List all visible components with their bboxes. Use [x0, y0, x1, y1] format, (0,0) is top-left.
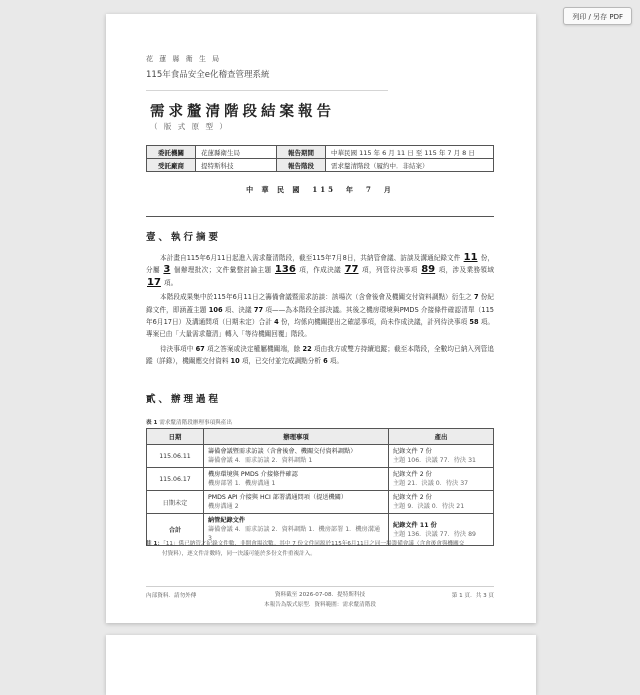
- table-row: [147, 445, 494, 468]
- header-divider: [146, 90, 388, 91]
- column-header-event: 辦理事項: [204, 429, 389, 445]
- row-event: 機房環境與 PMDS 介接條件確認 機房部署 1．機房溝通 1: [204, 468, 389, 491]
- row-date: 合計: [147, 514, 204, 546]
- summary-body: [146, 252, 494, 368]
- summary-paragraph-3: 待決事項中 67 項之答案或決定權屬機關端，餘 22 項由我方或雙方持續追蹤；截至本階段，全數均已納入列管追蹤（詳錄），機關應交付資料 10 項，已交付並完成調點分析 6 項。: [146, 344, 495, 366]
- footer-page-number: 第 1 頁．共 3 頁: [451, 593, 494, 599]
- row-date: 日期未定: [147, 491, 204, 514]
- report-page-2: [106, 635, 536, 695]
- meta-row: [147, 146, 494, 159]
- meta-value: 中華民國 115 年 6 月 11 日 至 115 年 7 月 8 日: [326, 146, 494, 159]
- meta-row: [147, 159, 494, 172]
- row-output: 紀錄文件 2 份 主題 21．決議 0．待決 37: [389, 468, 494, 491]
- column-header-date: 日期: [147, 429, 204, 445]
- meta-value: 需求釐清階段（履約中．非結案）: [326, 159, 494, 172]
- report-page-1: [106, 14, 536, 623]
- table-row: [147, 468, 494, 491]
- meta-label: 委託機關: [147, 146, 196, 159]
- column-header-output: 產出: [389, 429, 494, 445]
- report-subtitle: （ 版 式 原 型 ）: [150, 122, 229, 131]
- system-name: 115年食品安全e化稽查管理系統: [146, 70, 270, 80]
- meta-value: 花蓮縣衛生局: [196, 146, 277, 159]
- print-pdf-button[interactable]: 列印 / 另存 PDF: [563, 7, 632, 25]
- row-date: 115.06.17: [147, 468, 204, 491]
- section-divider: [146, 216, 494, 217]
- meta-value: 提特斯科技: [196, 159, 277, 172]
- stat-batches: 3: [163, 264, 171, 276]
- table-row: [147, 491, 494, 514]
- row-event: 籌備會議暨需求訪談（含會後會、機關交付資料調點） 籌備會議 4．需求訪談 2．資料調點 1: [204, 445, 389, 468]
- row-event: PMDS API 介接與 HCI 部署溝通問項（提送機關） 機房溝通 2: [204, 491, 389, 514]
- stat-decisions: 77: [344, 264, 359, 276]
- stat-domains: 17: [147, 276, 161, 288]
- row-date: 115.06.11: [147, 445, 204, 468]
- agency-name: 花 蓮 縣 衛 生 局: [146, 55, 222, 63]
- summary-paragraph-1: 本計畫自115年6月11日起進入需求釐清階段，截至115年7月8日，共納管會議、訪談及溝通紀錄文件 11 份，分屬 3 個辦理批次；文件彙整討論主題 136 項，作成決議 77 項，列管待決事項 89 項，涉及業務領域 17 項。: [146, 252, 494, 288]
- stat-documents: 11: [463, 252, 478, 263]
- row-output: 紀錄文件 2 份 主題 9．決議 0．待決 21: [389, 491, 494, 514]
- footer-center: 資料截至 2026-07-08．提特斯科技 本報告為版式原型．資料範圍：需求釐清階段: [264, 592, 376, 608]
- row-output: 紀錄文件 7 份 主題 106．決議 77．待決 31: [389, 445, 494, 468]
- meta-label: 報告期間: [277, 146, 326, 159]
- table-caption: 表 1 需求釐清階段辦理事項與產出: [146, 420, 232, 426]
- report-date: 中 華 民 國 115 年 7 月: [246, 185, 394, 194]
- row-event: 納管紀錄文件 籌備會議 4．需求訪談 2．資料調點 1．機房部署 1．機房溝通 3: [204, 514, 389, 546]
- section-heading-summary: 壹、執行摘要: [146, 232, 222, 243]
- stat-pending: 89: [421, 264, 436, 276]
- table-header-row: [147, 429, 494, 445]
- process-table: [146, 428, 494, 546]
- summary-paragraph-2: 本階段成果集中於115年6月11日之籌備會議暨需求訪談：該場次（含會後會及機關交付資料調點）衍生之 7 份紀錄文件，即涵蓋主題 106 項、決議 77 項——為本階段全部決議。其後之機房環境與PMDS 介接條件確認清單（115年6月17日）及溝通問項（日期未定）合計 4 份，均係向機關提出之確認事項，尚未作成決議，計列待決事項 58 項。專案已由「大量需求釐清」轉入「等待機關回覆」階段。: [146, 293, 495, 339]
- report-title: 需求釐清階段結案報告: [150, 103, 335, 120]
- meta-label: 報告階段: [277, 159, 326, 172]
- stat-topics: 136: [274, 264, 296, 276]
- report-meta-table: [146, 145, 494, 172]
- meta-label: 受託廠商: [147, 159, 196, 172]
- footer-divider: [146, 586, 494, 587]
- row-output: 紀錄文件 11 份 主題 136．決議 77．待決 89: [389, 514, 494, 546]
- footer-confidential: 內部資料．請勿外傳: [146, 593, 197, 599]
- table-note: 註 1：「11」係已納管之紀錄文件數，非開會場次數。其中 7 份文件同源於115年6月11日之同一場籌備會議（含會後會與機關交 付資料），逐文件計數時，同一決議可能於多份文件重複計入。: [146, 541, 465, 557]
- section-heading-process: 貳、辦理過程: [146, 394, 222, 405]
